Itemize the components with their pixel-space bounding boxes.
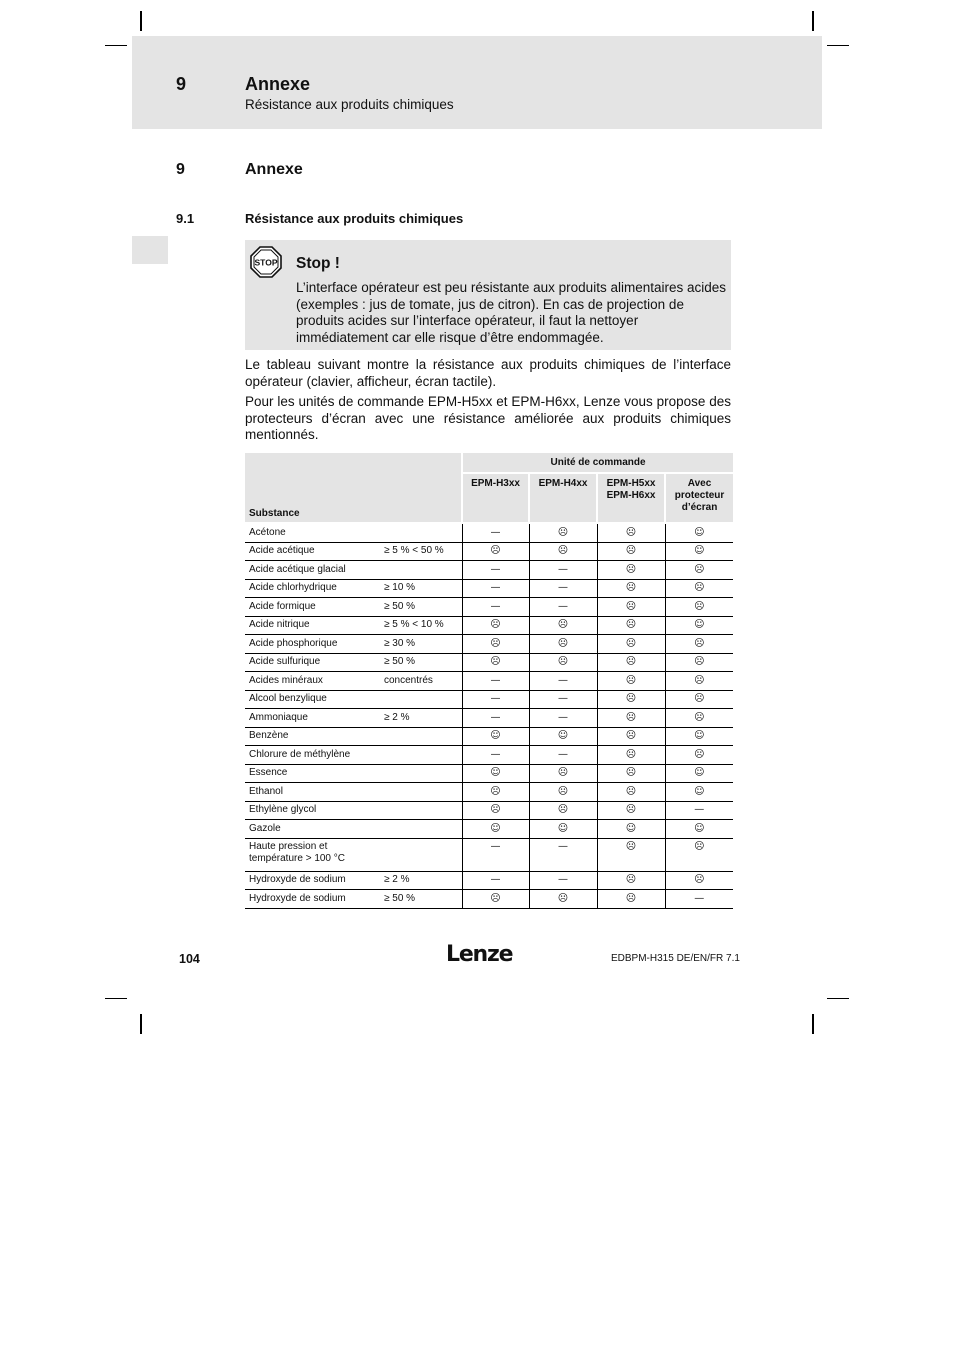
rating-cell: ☺: [665, 764, 733, 783]
table-row: [245, 690, 733, 709]
header-subtitle: Résistance aux produits chimiques: [245, 97, 454, 112]
concentration: concentrés: [380, 672, 462, 691]
table-row: [245, 561, 733, 580]
substance-name: Acide chlorhydrique: [245, 579, 380, 598]
rating-cell: ☹: [597, 579, 665, 598]
rating-cell: ☹: [665, 579, 733, 598]
rating-cell: ☹: [462, 890, 529, 909]
rating-cell: ☹: [597, 653, 665, 672]
control-unit-header: Unité de commande: [462, 453, 733, 473]
substance-name: Acide phosphorique: [245, 635, 380, 654]
concentration: [380, 690, 462, 709]
concentration: ≥ 5 % < 50 %: [380, 542, 462, 561]
column-header-screen-protector: Avec protecteur d’écran: [665, 473, 733, 523]
rating-cell: —: [529, 746, 597, 765]
rating-cell: ☺: [529, 727, 597, 746]
intro-paragraph: Le tableau suivant montre la résistance aux produits chimiques de l’interface opérateur (clavier, afficheur, écran tactile).: [245, 357, 731, 389]
concentration: ≥ 50 %: [380, 890, 462, 909]
table-row: [245, 764, 733, 783]
rating-cell: ☹: [597, 672, 665, 691]
table-row: [245, 598, 733, 617]
substance-name: Essence: [245, 764, 380, 783]
crop-mark: [827, 45, 849, 46]
rating-cell: —: [462, 523, 529, 542]
rating-cell: ☺: [462, 820, 529, 839]
substance-name: Acide nitrique: [245, 616, 380, 635]
substance-name: Acide acétique: [245, 542, 380, 561]
table-row: [245, 635, 733, 654]
rating-cell: ☹: [597, 523, 665, 542]
concentration: [380, 523, 462, 542]
table-row: [245, 616, 733, 635]
table-row: [245, 890, 733, 909]
substance-name: Acide sulfurique: [245, 653, 380, 672]
rating-cell: —: [529, 561, 597, 580]
rating-cell: —: [462, 709, 529, 728]
rating-cell: ☹: [597, 635, 665, 654]
substance-name: Benzène: [245, 727, 380, 746]
rating-cell: ☹: [597, 801, 665, 820]
document-code: EDBPM-H315 DE/EN/FR 7.1: [611, 953, 740, 964]
table-row: [245, 871, 733, 890]
rating-cell: ☹: [597, 890, 665, 909]
rating-cell: ☺: [462, 764, 529, 783]
crop-mark: [105, 45, 127, 46]
side-tab: [132, 236, 168, 264]
screen-protector-paragraph: Pour les unités de commande EPM-H5xx et EPM-H6xx, Lenze vous propose des protecteurs d’écran avec une résistance améliorée aux produits chimiques mentionnés.: [245, 394, 731, 442]
table-row: [245, 783, 733, 802]
section-title: Résistance aux produits chimiques: [245, 211, 464, 226]
rating-cell: ☹: [462, 635, 529, 654]
rating-cell: —: [462, 672, 529, 691]
substance-name: Haute pression et température > 100 °C: [245, 838, 380, 871]
column-header-epm-h3xx: EPM-H3xx: [462, 473, 529, 523]
rating-cell: ☹: [597, 764, 665, 783]
concentration: ≥ 50 %: [380, 653, 462, 672]
concentration: [380, 561, 462, 580]
table-row: [245, 746, 733, 765]
substance-name: Gazole: [245, 820, 380, 839]
rating-cell: ☹: [529, 801, 597, 820]
substance-name: Hydroxyde de sodium: [245, 890, 380, 909]
crop-mark: [827, 998, 849, 999]
stop-text: L’interface opérateur est peu résistante aux produits alimentaires acides (exemples : jus de tomate, jus de citron). En cas de projection de produits acides sur l’interface opérateur, il faut la nettoyer immédiatement car elle risque d’être endommagée.: [296, 280, 726, 345]
rating-cell: ☺: [665, 783, 733, 802]
substance-name: Alcool benzylique: [245, 690, 380, 709]
table-row: [245, 801, 733, 820]
substance-name: Hydroxyde de sodium: [245, 871, 380, 890]
rating-cell: —: [529, 598, 597, 617]
rating-cell: ☹: [597, 709, 665, 728]
crop-mark: [812, 11, 814, 31]
rating-cell: ☹: [529, 764, 597, 783]
crop-mark: [140, 11, 142, 31]
column-header-epm-h5xx-h6xx: EPM-H5xx EPM-H6xx: [597, 473, 665, 523]
section-number: 9.1: [176, 211, 195, 226]
table-row: [245, 523, 733, 542]
rating-cell: —: [665, 890, 733, 909]
substance-name: Chlorure de méthylène: [245, 746, 380, 765]
lenze-logo: Lenze: [446, 942, 513, 967]
rating-cell: ☹: [665, 871, 733, 890]
table-row: [245, 820, 733, 839]
rating-cell: ☹: [529, 523, 597, 542]
substance-name: Acide acétique glacial: [245, 561, 380, 580]
rating-cell: —: [665, 801, 733, 820]
rating-cell: ☹: [665, 598, 733, 617]
substance-name: Acides minéraux: [245, 672, 380, 691]
rating-cell: —: [529, 709, 597, 728]
crop-mark: [140, 1014, 142, 1034]
concentration: ≥ 2 %: [380, 709, 462, 728]
table-row: [245, 579, 733, 598]
rating-cell: ☺: [665, 542, 733, 561]
rating-cell: ☹: [529, 616, 597, 635]
rating-cell: ☹: [529, 542, 597, 561]
substance-name: Ammoniaque: [245, 709, 380, 728]
page-number: 104: [179, 952, 200, 966]
rating-cell: ☹: [462, 542, 529, 561]
header-band: [132, 36, 822, 129]
substance-name: Ethanol: [245, 783, 380, 802]
rating-cell: —: [529, 871, 597, 890]
table-row: [245, 542, 733, 561]
chapter-title: Annexe: [245, 161, 303, 178]
rating-cell: ☹: [597, 690, 665, 709]
stop-title: Stop !: [296, 255, 340, 272]
stop-sign-icon: [250, 246, 282, 278]
rating-cell: ☺: [462, 727, 529, 746]
concentration: [380, 746, 462, 765]
rating-cell: ☺: [529, 820, 597, 839]
rating-cell: ☹: [665, 653, 733, 672]
substance-name: Ethylène glycol: [245, 801, 380, 820]
concentration: ≥ 2 %: [380, 871, 462, 890]
rating-cell: ☹: [665, 838, 733, 871]
substance-header: Substance: [245, 453, 462, 523]
chapter-number: 9: [176, 161, 185, 178]
concentration: [380, 783, 462, 802]
concentration: ≥ 30 %: [380, 635, 462, 654]
rating-cell: —: [462, 561, 529, 580]
header-chapter-number: 9: [176, 74, 187, 94]
table-row: [245, 672, 733, 691]
table-row: [245, 838, 733, 871]
substance-name: Acide formique: [245, 598, 380, 617]
rating-cell: ☹: [529, 890, 597, 909]
concentration: [380, 820, 462, 839]
rating-cell: ☹: [665, 561, 733, 580]
crop-mark: [105, 998, 127, 999]
rating-cell: ☹: [597, 871, 665, 890]
table-row: [245, 709, 733, 728]
column-header-epm-h4xx: EPM-H4xx: [529, 473, 597, 523]
rating-cell: —: [462, 690, 529, 709]
rating-cell: —: [529, 672, 597, 691]
rating-cell: —: [462, 579, 529, 598]
rating-cell: ☹: [665, 635, 733, 654]
rating-cell: ☹: [665, 672, 733, 691]
stop-icon-label: STOP: [254, 257, 278, 268]
rating-cell: ☹: [597, 746, 665, 765]
rating-cell: ☹: [597, 783, 665, 802]
concentration: [380, 838, 462, 871]
rating-cell: ☹: [462, 783, 529, 802]
table-row: [245, 727, 733, 746]
concentration: ≥ 5 % < 10 %: [380, 616, 462, 635]
rating-cell: ☹: [597, 616, 665, 635]
rating-cell: ☹: [462, 801, 529, 820]
concentration: [380, 727, 462, 746]
rating-cell: ☹: [529, 635, 597, 654]
rating-cell: ☹: [597, 727, 665, 746]
rating-cell: —: [529, 838, 597, 871]
table-row: [245, 653, 733, 672]
header-title: Annexe: [245, 74, 311, 94]
substance-name: Acétone: [245, 523, 380, 542]
rating-cell: ☹: [597, 598, 665, 617]
rating-cell: ☹: [597, 542, 665, 561]
concentration: ≥ 10 %: [380, 579, 462, 598]
rating-cell: ☺: [665, 523, 733, 542]
rating-cell: —: [529, 690, 597, 709]
rating-cell: ☺: [665, 820, 733, 839]
rating-cell: ☹: [462, 653, 529, 672]
rating-cell: ☺: [665, 616, 733, 635]
rating-cell: ☹: [665, 709, 733, 728]
concentration: [380, 764, 462, 783]
rating-cell: ☹: [665, 746, 733, 765]
rating-cell: —: [462, 746, 529, 765]
rating-cell: ☹: [462, 616, 529, 635]
concentration: ≥ 50 %: [380, 598, 462, 617]
crop-mark: [812, 1014, 814, 1034]
rating-cell: —: [462, 871, 529, 890]
rating-cell: ☹: [597, 838, 665, 871]
concentration: [380, 801, 462, 820]
rating-cell: —: [462, 598, 529, 617]
rating-cell: ☺: [597, 820, 665, 839]
rating-cell: ☹: [529, 783, 597, 802]
rating-cell: —: [462, 838, 529, 871]
rating-cell: ☹: [529, 653, 597, 672]
rating-cell: ☺: [665, 727, 733, 746]
chemical-resistance-table: [245, 453, 733, 909]
rating-cell: —: [529, 579, 597, 598]
rating-cell: ☹: [597, 561, 665, 580]
rating-cell: ☹: [665, 690, 733, 709]
